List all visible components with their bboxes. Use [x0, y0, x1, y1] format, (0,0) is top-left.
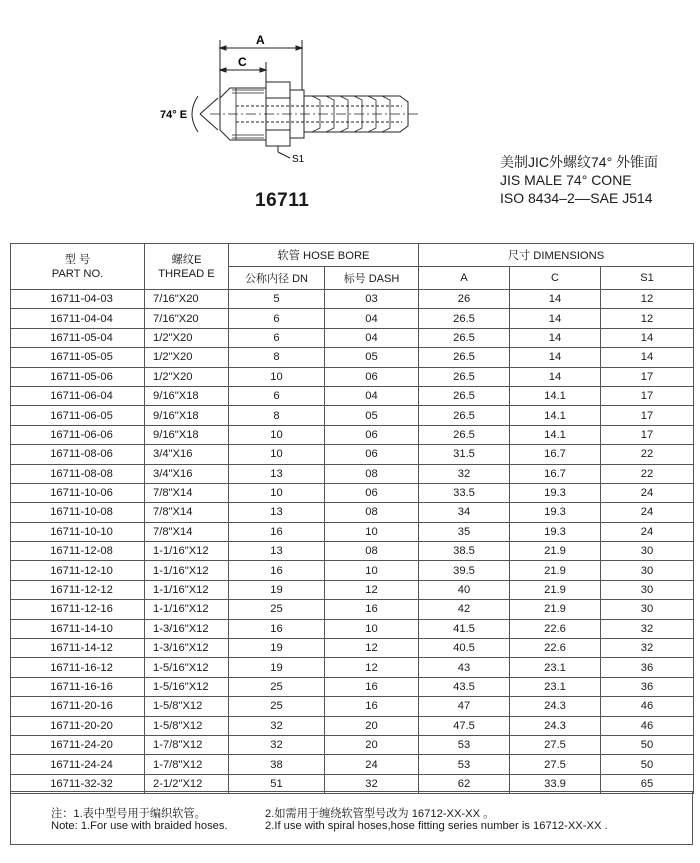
table-row: [11, 600, 694, 619]
cell-dn: 5: [229, 290, 325, 309]
cell-a: 32: [419, 464, 510, 483]
cell-thread: 1/2"X20: [145, 328, 229, 347]
cell-a: 26.5: [419, 425, 510, 444]
cell-s1: 65: [601, 774, 694, 793]
table-row: [11, 309, 694, 328]
cell-dn: 6: [229, 328, 325, 347]
cell-dn: 10: [229, 367, 325, 386]
cell-thread: 1-5/8"X12: [145, 697, 229, 716]
cell-dash: 04: [325, 386, 419, 405]
cell-a: 39.5: [419, 561, 510, 580]
cell-dash: 12: [325, 580, 419, 599]
cell-part-no: 16711-10-10: [11, 522, 145, 541]
s1-label: S1: [292, 154, 305, 165]
header-dash: 标号 DASH: [325, 267, 419, 290]
table-row: [11, 542, 694, 561]
cell-s1: 24: [601, 483, 694, 502]
description-iso: ISO 8434–2––SAE J514: [500, 190, 653, 206]
table-row: [11, 561, 694, 580]
cell-c: 22.6: [510, 639, 601, 658]
cell-thread: 7/16"X20: [145, 290, 229, 309]
cell-dn: 16: [229, 522, 325, 541]
cell-s1: 50: [601, 755, 694, 774]
cell-s1: 50: [601, 735, 694, 754]
cell-dash: 10: [325, 561, 419, 580]
note-cn-2: 2.如需用于缠绕软管型号改为 16712-XX-XX 。: [265, 808, 495, 820]
cell-dash: 16: [325, 697, 419, 716]
cell-c: 19.3: [510, 483, 601, 502]
cell-s1: 30: [601, 561, 694, 580]
cell-s1: 32: [601, 639, 694, 658]
cell-thread: 7/8"X14: [145, 483, 229, 502]
header-thread-en: THREAD E: [158, 267, 215, 280]
cell-c: 16.7: [510, 445, 601, 464]
cell-dn: 25: [229, 600, 325, 619]
cell-part-no: 16711-05-05: [11, 348, 145, 367]
cell-part-no: 16711-06-05: [11, 406, 145, 425]
header-part-no-en: PART NO.: [51, 267, 104, 280]
cell-thread: 7/8"X14: [145, 522, 229, 541]
table-row: [11, 677, 694, 696]
cell-s1: 14: [601, 328, 694, 347]
cell-part-no: 16711-24-20: [11, 735, 145, 754]
cell-thread: 2-1/2"X12: [145, 774, 229, 793]
cell-part-no: 16711-08-08: [11, 464, 145, 483]
cell-part-no: 16711-05-04: [11, 328, 145, 347]
cell-a: 26.5: [419, 309, 510, 328]
cell-c: 21.9: [510, 561, 601, 580]
cell-part-no: 16711-14-12: [11, 639, 145, 658]
cell-s1: 17: [601, 386, 694, 405]
cell-s1: 17: [601, 367, 694, 386]
cell-s1: 36: [601, 658, 694, 677]
cell-dn: 51: [229, 774, 325, 793]
cell-dash: 20: [325, 735, 419, 754]
table-row: [11, 386, 694, 405]
table-row: [11, 445, 694, 464]
cell-s1: 30: [601, 600, 694, 619]
cell-thread: 1-1/16"X12: [145, 542, 229, 561]
cell-dash: 08: [325, 503, 419, 522]
cell-c: 19.3: [510, 503, 601, 522]
cell-dash: 04: [325, 309, 419, 328]
cell-a: 62: [419, 774, 510, 793]
note-en-2: 2.If use with spiral hoses,hose fitting series number is 16712-XX-XX .: [265, 820, 608, 832]
header-c: C: [510, 267, 601, 290]
cell-dn: 32: [229, 735, 325, 754]
cell-part-no: 16711-05-06: [11, 367, 145, 386]
cell-c: 14: [510, 309, 601, 328]
cell-part-no: 16711-14-10: [11, 619, 145, 638]
cell-s1: 22: [601, 445, 694, 464]
cell-dash: 10: [325, 522, 419, 541]
header-dimensions: 尺寸 DIMENSIONS: [419, 244, 694, 267]
cell-part-no: 16711-32-32: [11, 774, 145, 793]
cell-s1: 24: [601, 522, 694, 541]
cell-dn: 13: [229, 464, 325, 483]
description-jis: JIS MALE 74° CONE: [500, 172, 632, 188]
cell-a: 38.5: [419, 542, 510, 561]
cell-dash: 12: [325, 639, 419, 658]
cell-thread: 1-5/16"X12: [145, 658, 229, 677]
cell-part-no: 16711-24-24: [11, 755, 145, 774]
cell-part-no: 16711-06-06: [11, 425, 145, 444]
cell-c: 24.3: [510, 716, 601, 735]
cell-part-no: 16711-04-03: [11, 290, 145, 309]
cell-thread: 1-7/8"X12: [145, 755, 229, 774]
cell-a: 43: [419, 658, 510, 677]
cell-thread: 7/16"X20: [145, 309, 229, 328]
cell-s1: 36: [601, 677, 694, 696]
cell-thread: 1-3/16"X12: [145, 639, 229, 658]
cell-dn: 13: [229, 542, 325, 561]
cell-thread: 1/2"X20: [145, 348, 229, 367]
cell-s1: 22: [601, 464, 694, 483]
cell-c: 14.1: [510, 425, 601, 444]
cell-dash: 12: [325, 658, 419, 677]
cell-a: 35: [419, 522, 510, 541]
cell-thread: 1-5/8"X12: [145, 716, 229, 735]
cell-dash: 06: [325, 445, 419, 464]
cell-c: 14: [510, 328, 601, 347]
cell-c: 14.1: [510, 386, 601, 405]
cell-dn: 38: [229, 755, 325, 774]
cell-c: 27.5: [510, 755, 601, 774]
cell-dash: 32: [325, 774, 419, 793]
cell-dash: 20: [325, 716, 419, 735]
table-row: [11, 328, 694, 347]
cell-a: 40.5: [419, 639, 510, 658]
cell-dn: 8: [229, 406, 325, 425]
cell-s1: 17: [601, 406, 694, 425]
cell-thread: 7/8"X14: [145, 503, 229, 522]
cell-dn: 16: [229, 619, 325, 638]
table-row: [11, 697, 694, 716]
cell-c: 21.9: [510, 600, 601, 619]
cell-dash: 16: [325, 600, 419, 619]
cell-s1: 30: [601, 542, 694, 561]
cell-dash: 06: [325, 367, 419, 386]
table-row: [11, 503, 694, 522]
cell-part-no: 16711-10-08: [11, 503, 145, 522]
cell-dash: 06: [325, 483, 419, 502]
cell-a: 26.5: [419, 406, 510, 425]
cell-c: 22.6: [510, 619, 601, 638]
header-dn: 公称内径 DN: [229, 267, 325, 290]
description-cn: 美制JIC外螺纹74° 外锥面: [500, 154, 659, 170]
cell-dn: 10: [229, 425, 325, 444]
cell-thread: 1/2"X20: [145, 367, 229, 386]
cell-dash: 08: [325, 542, 419, 561]
cell-thread: 1-5/16"X12: [145, 677, 229, 696]
cell-dash: 05: [325, 406, 419, 425]
cell-s1: 30: [601, 580, 694, 599]
cell-part-no: 16711-10-06: [11, 483, 145, 502]
cell-part-no: 16711-16-12: [11, 658, 145, 677]
cell-dn: 13: [229, 503, 325, 522]
cell-a: 26.5: [419, 328, 510, 347]
cell-part-no: 16711-06-04: [11, 386, 145, 405]
cell-c: 21.9: [510, 580, 601, 599]
part-series-code: 16711: [255, 190, 310, 211]
angle-label: 74° E: [160, 109, 188, 121]
spec-table: [10, 243, 694, 794]
table-row: [11, 658, 694, 677]
cell-a: 26: [419, 290, 510, 309]
cell-part-no: 16711-08-06: [11, 445, 145, 464]
cell-c: 14.1: [510, 406, 601, 425]
cell-c: 24.3: [510, 697, 601, 716]
cell-dn: 19: [229, 580, 325, 599]
cell-c: 33.9: [510, 774, 601, 793]
cell-part-no: 16711-12-10: [11, 561, 145, 580]
cell-a: 26.5: [419, 348, 510, 367]
cell-dn: 6: [229, 386, 325, 405]
cell-thread: 3/4"X16: [145, 464, 229, 483]
table-row: [11, 290, 694, 309]
cell-thread: 1-3/16"X12: [145, 619, 229, 638]
cell-a: 31.5: [419, 445, 510, 464]
cell-a: 42: [419, 600, 510, 619]
cell-c: 27.5: [510, 735, 601, 754]
cell-c: 14: [510, 348, 601, 367]
cell-thread: 1-7/8"X12: [145, 735, 229, 754]
cell-part-no: 16711-12-12: [11, 580, 145, 599]
cell-c: 23.1: [510, 677, 601, 696]
cell-c: 23.1: [510, 658, 601, 677]
cell-s1: 46: [601, 716, 694, 735]
cell-s1: 24: [601, 503, 694, 522]
cell-thread: 9/16"X18: [145, 406, 229, 425]
table-row: [11, 348, 694, 367]
cell-dn: 25: [229, 677, 325, 696]
table-row: [11, 619, 694, 638]
header-thread-cn: 螺纹E: [171, 253, 202, 266]
cell-part-no: 16711-12-08: [11, 542, 145, 561]
header-part-no-cn: 型 号: [64, 253, 91, 266]
notes-box: [10, 791, 693, 845]
table-row: [11, 483, 694, 502]
table-row: [11, 755, 694, 774]
cell-c: 14: [510, 290, 601, 309]
header-thread: [145, 244, 229, 290]
cell-s1: 12: [601, 290, 694, 309]
cell-part-no: 16711-16-16: [11, 677, 145, 696]
cell-dash: 24: [325, 755, 419, 774]
header-a: A: [419, 267, 510, 290]
cell-thread: 1-1/16"X12: [145, 561, 229, 580]
cell-thread: 9/16"X18: [145, 386, 229, 405]
note-en-1: Note: 1.For use with braided hoses.: [51, 820, 228, 832]
cell-dn: 32: [229, 716, 325, 735]
cell-a: 34: [419, 503, 510, 522]
cell-part-no: 16711-12-16: [11, 600, 145, 619]
cell-c: 14: [510, 367, 601, 386]
dim-c-label: C: [238, 55, 247, 69]
table-row: [11, 735, 694, 754]
cell-dash: 03: [325, 290, 419, 309]
cell-s1: 32: [601, 619, 694, 638]
cell-a: 53: [419, 755, 510, 774]
dim-a-label: A: [256, 33, 265, 47]
fitting-drawing: [140, 28, 430, 178]
cell-thread: 9/16"X18: [145, 425, 229, 444]
cell-a: 26.5: [419, 367, 510, 386]
cell-dn: 19: [229, 658, 325, 677]
table-row: [11, 639, 694, 658]
header-s1: S1: [601, 267, 694, 290]
cell-dn: 6: [229, 309, 325, 328]
cell-part-no: 16711-20-16: [11, 697, 145, 716]
cell-s1: 14: [601, 348, 694, 367]
cell-dn: 19: [229, 639, 325, 658]
cell-dash: 04: [325, 328, 419, 347]
cell-thread: 1-1/16"X12: [145, 600, 229, 619]
table-row: [11, 367, 694, 386]
table-row: [11, 716, 694, 735]
cell-a: 53: [419, 735, 510, 754]
cell-s1: 12: [601, 309, 694, 328]
table-row: [11, 580, 694, 599]
cell-thread: 3/4"X16: [145, 445, 229, 464]
cell-c: 21.9: [510, 542, 601, 561]
cell-a: 47: [419, 697, 510, 716]
cell-s1: 17: [601, 425, 694, 444]
cell-c: 16.7: [510, 464, 601, 483]
cell-dn: 8: [229, 348, 325, 367]
cell-a: 33.5: [419, 483, 510, 502]
cell-c: 19.3: [510, 522, 601, 541]
table-row: [11, 406, 694, 425]
cell-a: 26.5: [419, 386, 510, 405]
cell-dn: 10: [229, 483, 325, 502]
cell-dash: 06: [325, 425, 419, 444]
cell-dash: 05: [325, 348, 419, 367]
cell-dn: 10: [229, 445, 325, 464]
cell-dash: 16: [325, 677, 419, 696]
cell-s1: 46: [601, 697, 694, 716]
table-row: [11, 425, 694, 444]
cell-dn: 16: [229, 561, 325, 580]
note-cn-1: 注：1.表中型号用于编织软管。: [51, 808, 206, 820]
cell-dash: 08: [325, 464, 419, 483]
header-part-no: [11, 244, 145, 290]
header-hose-bore: 软管 HOSE BORE: [229, 244, 419, 267]
cell-dash: 10: [325, 619, 419, 638]
cell-dn: 25: [229, 697, 325, 716]
table-row: [11, 522, 694, 541]
cell-part-no: 16711-20-20: [11, 716, 145, 735]
cell-a: 41.5: [419, 619, 510, 638]
cell-part-no: 16711-04-04: [11, 309, 145, 328]
cell-a: 47.5: [419, 716, 510, 735]
cell-a: 40: [419, 580, 510, 599]
table-row: [11, 464, 694, 483]
cell-a: 43.5: [419, 677, 510, 696]
cell-thread: 1-1/16"X12: [145, 580, 229, 599]
